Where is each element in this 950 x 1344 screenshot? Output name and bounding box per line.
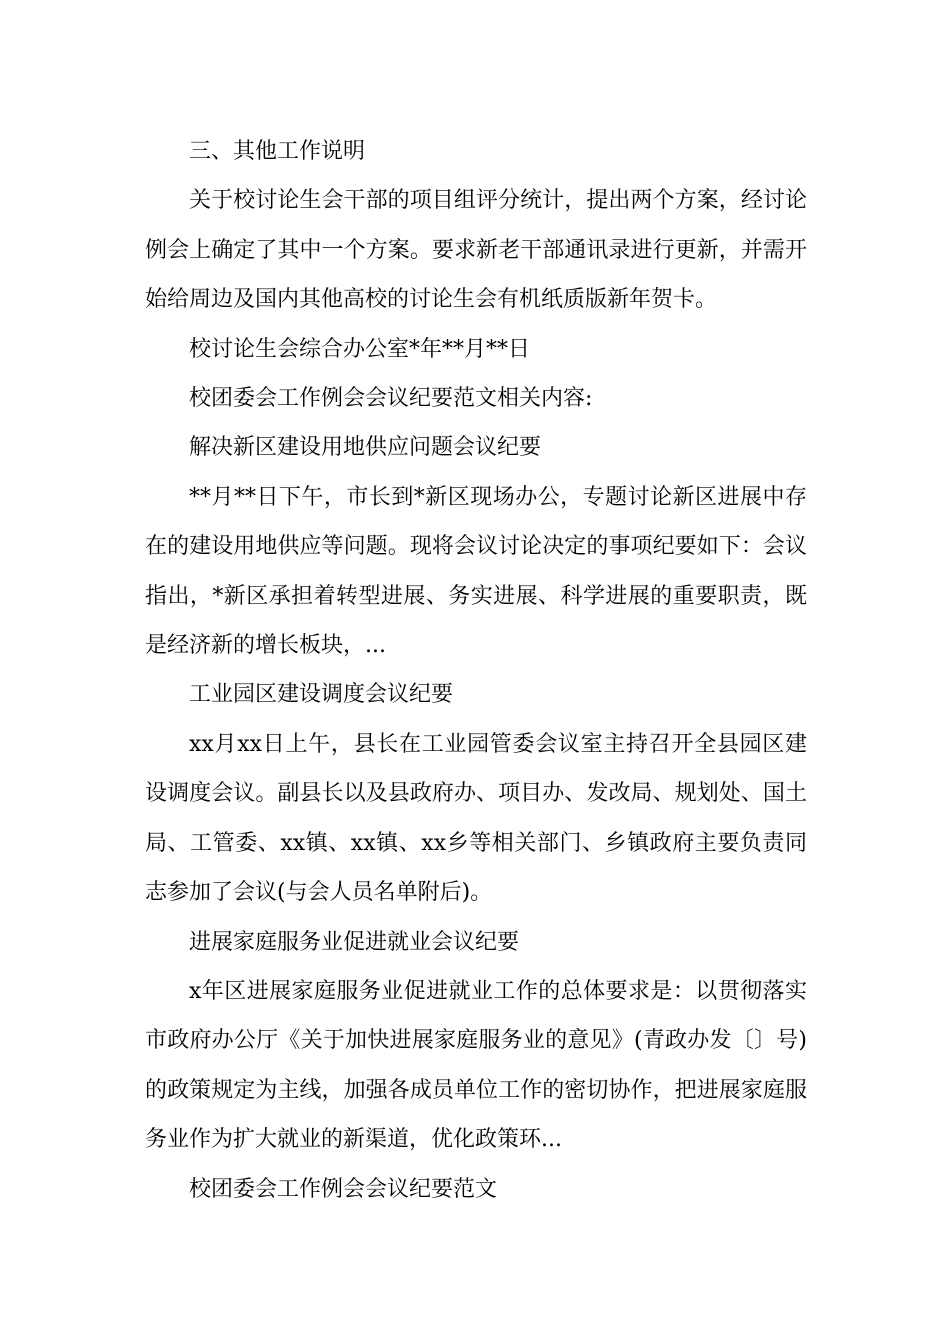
article-excerpt: **月**日下午，市长到*新区现场办公，专题讨论新区进展中存在的建设用地供应等问题。现将会议讨论决定的事项纪要如下：会议指出，*新区承担着转型进展、务实进展、科学进展的重要职责，既是经济新的增长板块，... <box>145 484 807 659</box>
article-excerpt: x年区进展家庭服务业促进就业工作的总体要求是：以贯彻落实市政府办公厅《关于加快进展家庭服务业的意见》(青政办发〔〕号)的政策规定为主线，加强各成员单位工作的密切协作，把进展家庭服务业作为扩大就业的新渠道，优化政策环... <box>145 978 807 1153</box>
article-excerpt: xx月xx日上午，县长在工业园管委会议室主持召开全县园区建设调度会议。副县长以及县政府办、项目办、发改局、规划处、国土局、工管委、xx镇、xx镇、xx乡等相关部门、乡镇政府主要负责同志参加了会议(与会人员名单附后)。 <box>145 731 807 906</box>
signature-line: 校讨论生会综合办公室*年**月**日 <box>189 336 531 362</box>
article-title: 进展家庭服务业促进就业会议纪要 <box>189 929 520 955</box>
document-body <box>145 127 807 1214</box>
article-title: 解决新区建设用地供应问题会议纪要 <box>189 435 542 461</box>
related-content-heading: 校团委会工作例会会议纪要范文相关内容: <box>189 386 593 412</box>
article-title: 校团委会工作例会会议纪要范文 <box>189 1176 498 1202</box>
article-title: 工业园区建设调度会议纪要 <box>189 682 454 708</box>
section-heading: 三、其他工作说明 <box>189 139 366 164</box>
body-paragraph: 关于校讨论生会干部的项目组评分统计，提出两个方案，经讨论例会上确定了其中一个方案。要求新老干部通讯录进行更新，并需开始给周边及国内其他高校的讨论生会有机纸质版新年贺卡。 <box>145 188 807 313</box>
